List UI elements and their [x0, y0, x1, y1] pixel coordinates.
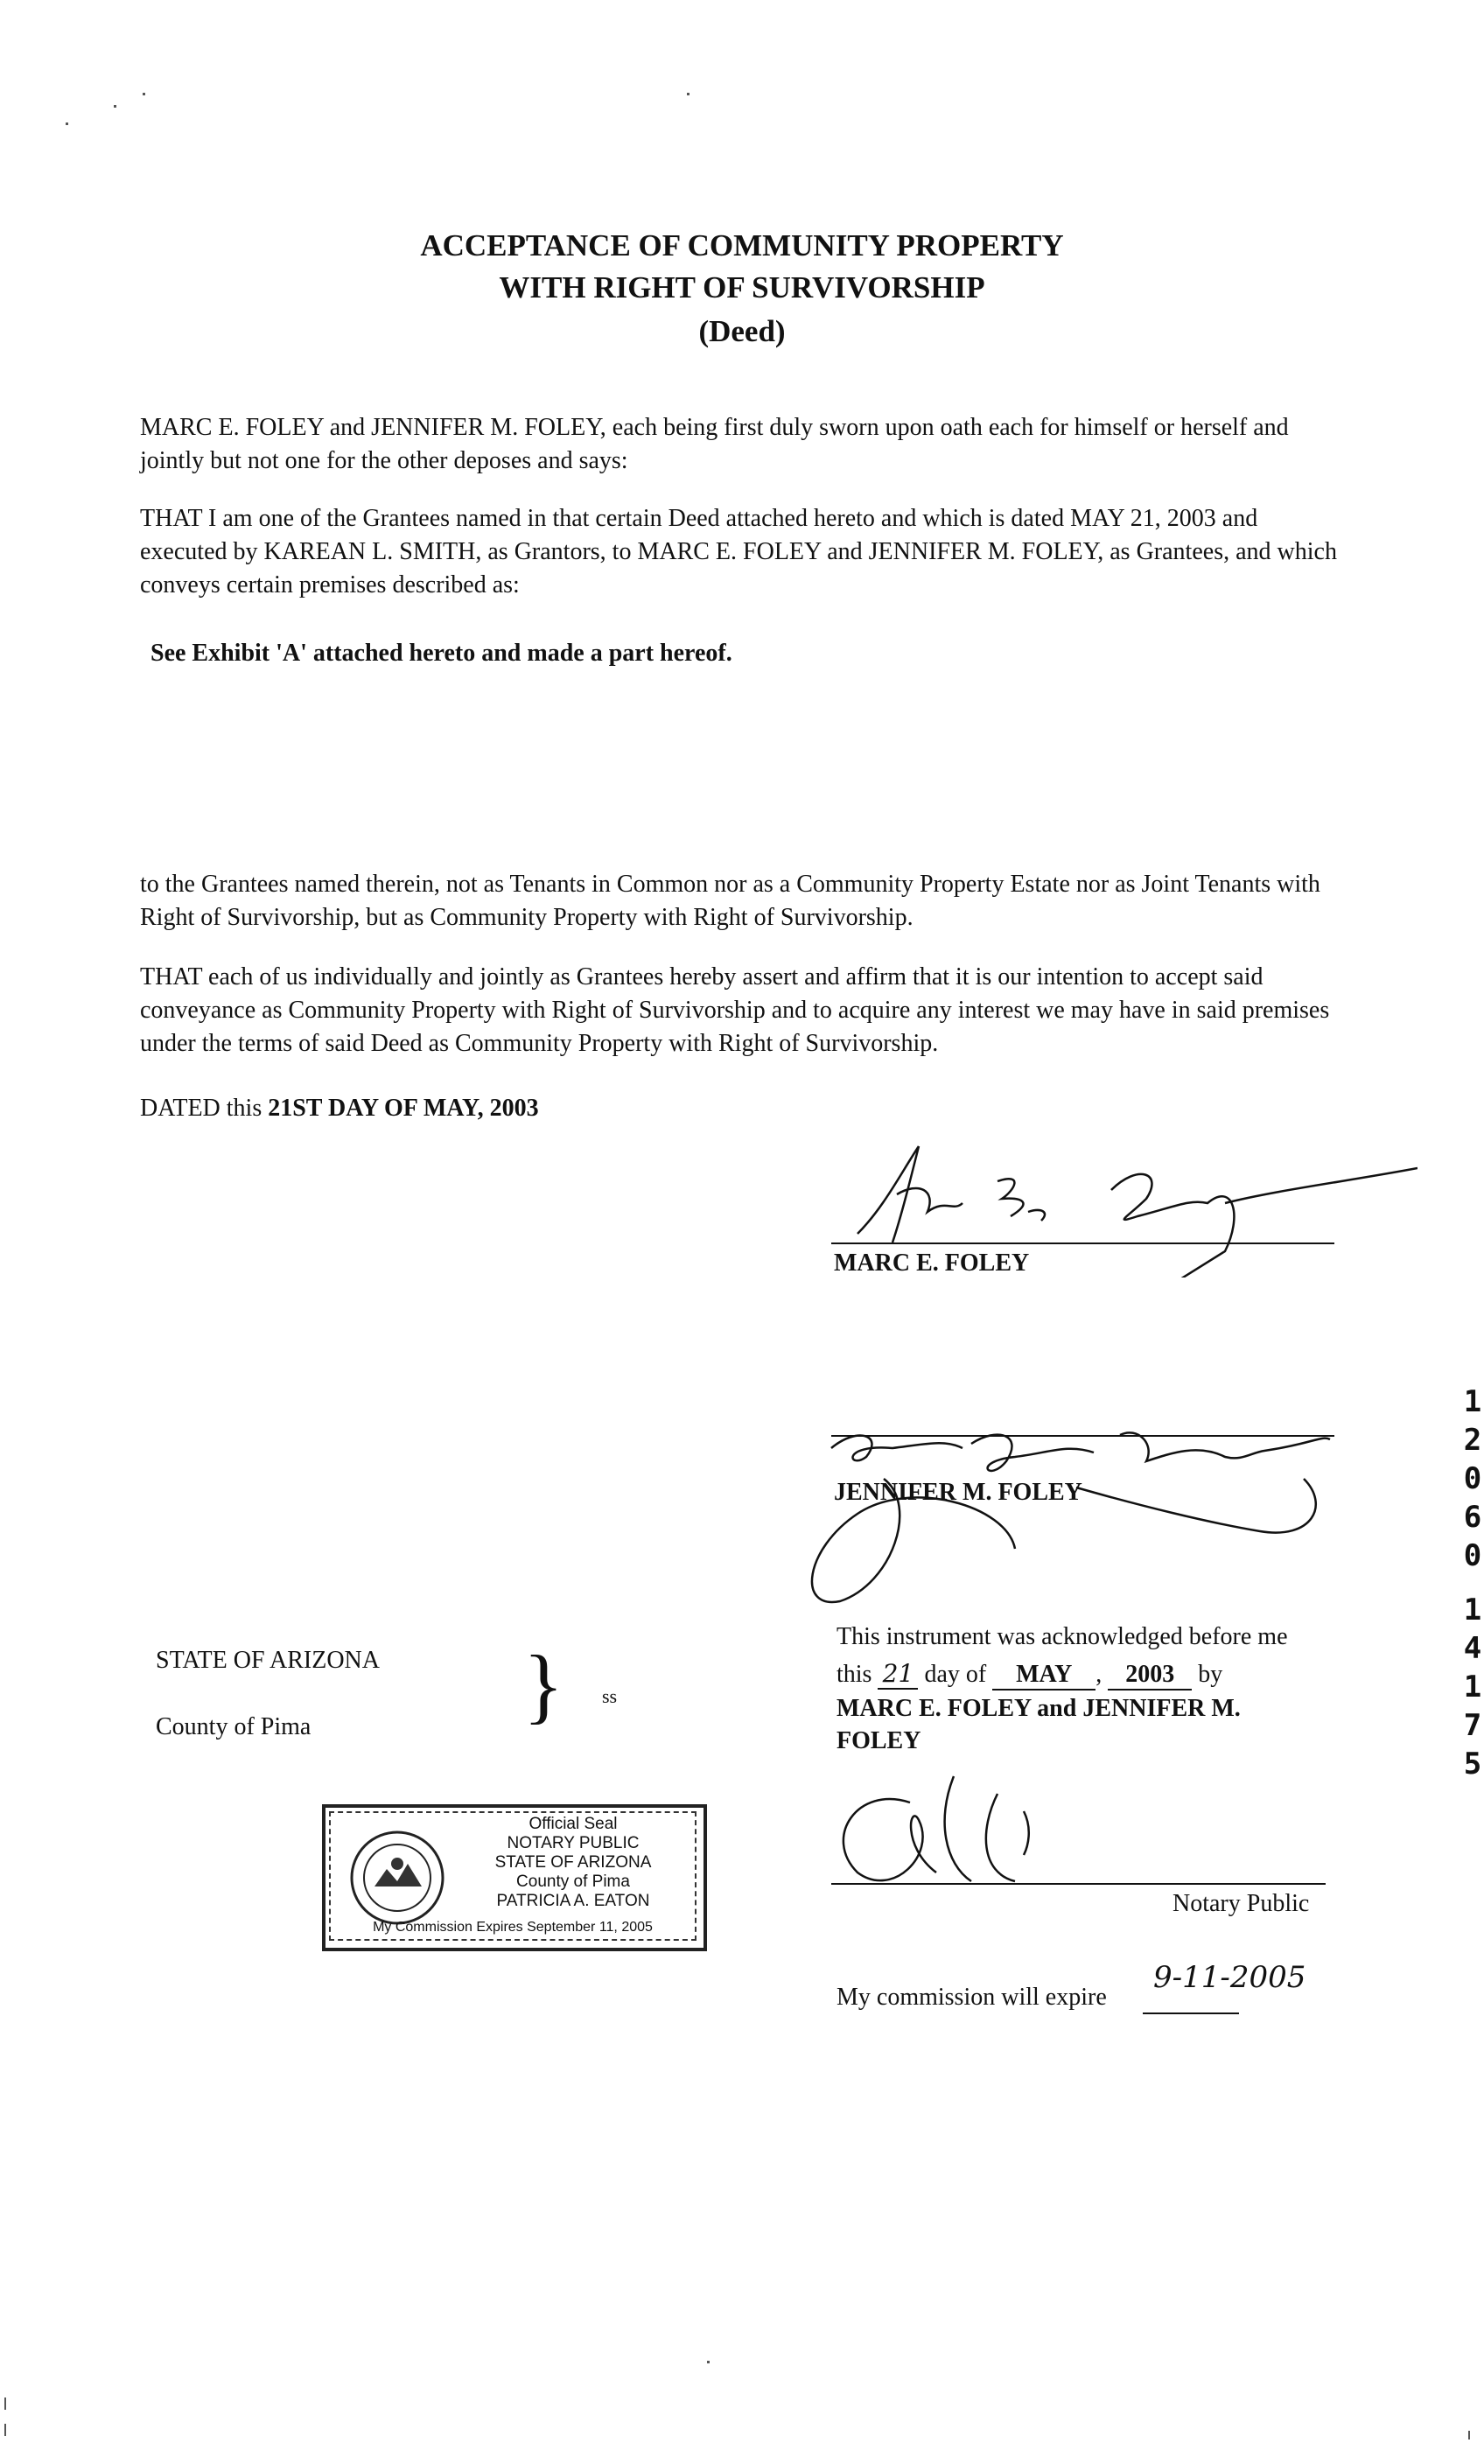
- seal-line: County of Pima: [516, 1872, 630, 1891]
- signer-name-1: MARC E. FOLEY: [834, 1250, 1030, 1277]
- scan-speck: [687, 93, 690, 95]
- ack-month: MAY: [992, 1661, 1096, 1690]
- recording-digit: 0: [1463, 1538, 1482, 1573]
- seal-line: Official Seal: [528, 1815, 618, 1833]
- dated-date: 21ST DAY OF MAY, 2003: [268, 1095, 539, 1122]
- venue-brace: }: [523, 1638, 564, 1732]
- scan-speck: [114, 105, 116, 108]
- signature-line-2: [831, 1435, 1334, 1437]
- seal-line: STATE OF ARIZONA: [494, 1853, 652, 1872]
- recording-digit: 1: [1463, 1670, 1482, 1704]
- ack-day-of: day of: [924, 1661, 987, 1688]
- recording-digit: 2: [1463, 1423, 1482, 1458]
- title-line-3: (Deed): [698, 314, 786, 348]
- recording-digit: 6: [1463, 1500, 1482, 1535]
- recording-digit: 1: [1463, 1384, 1482, 1419]
- grantees-paragraph: to the Grantees named therein, not as Tenants in Common nor as a Community Property Estate nor as Joint Tenants with Right of Survivorship, but as Community Property with Right of Survivorship.: [140, 871, 1320, 931]
- ack-by: by: [1198, 1661, 1223, 1688]
- dated-line: [140, 1092, 1348, 1125]
- notary-signature-line: [831, 1883, 1326, 1885]
- notary-seal-stamp: [322, 1804, 707, 1951]
- that-paragraph-1: THAT I am one of the Grantees named in that certain Deed attached hereto and which is dated MAY 21, 2003 and executed by KAREAN L. SMITH, as Grantors, to MARC E. FOLEY and JENNIFER M. FOLEY, as Grantees, and which conveys certain premises described as:: [140, 505, 1337, 598]
- title-line-2: WITH RIGHT OF SURVIVORSHIP: [499, 270, 985, 304]
- scan-speck: [143, 93, 145, 95]
- ack-day-handwritten: 21: [878, 1659, 918, 1690]
- dated-prefix: DATED this: [140, 1095, 269, 1122]
- seal-line: PATRICIA A. EATON: [496, 1892, 650, 1910]
- jennifer-signature: [788, 1409, 1348, 1619]
- commission-expire-label: My commission will expire: [836, 1984, 1107, 2011]
- notary-title: Notary Public: [1172, 1890, 1310, 1917]
- recording-digit: 1: [1463, 1592, 1482, 1628]
- ack-names-2: FOLEY: [836, 1727, 921, 1754]
- ack-year: 2003: [1108, 1661, 1192, 1690]
- venue-county: County of Pima: [156, 1713, 312, 1740]
- ack-line-1: This instrument was acknowledged before me: [836, 1623, 1288, 1650]
- commission-expire-handwritten: 9-11-2005: [1153, 1960, 1306, 1995]
- scan-speck: [4, 2424, 6, 2436]
- intro-paragraph: MARC E. FOLEY and JENNIFER M. FOLEY, each being first duly sworn upon oath each for himself or herself and jointly but not one for the other deposes and says:: [140, 414, 1289, 474]
- recording-digit: 0: [1463, 1461, 1482, 1496]
- that-paragraph-2: THAT each of us individually and jointly as Grantees hereby assert and affirm that it is our intention to accept said conveyance as Community Property with Right of Survivorship and to acquire any interest we may have in said premises under the terms of said Deed as Community Property with Right of Survivorship.: [140, 963, 1330, 1057]
- scan-speck: [66, 122, 68, 125]
- recording-digit: 5: [1463, 1746, 1482, 1782]
- seal-commission-line: My Commission Expires September 11, 2005: [373, 1920, 653, 1935]
- arizona-seal-emblem: [348, 1829, 446, 1927]
- venue-ss: ss: [602, 1685, 618, 1707]
- ack-names-1: MARC E. FOLEY and JENNIFER M.: [836, 1695, 1241, 1722]
- scan-speck: [4, 2398, 6, 2410]
- signer-name-2: JENNIFER M. FOLEY: [834, 1479, 1082, 1506]
- title-line-1: ACCEPTANCE OF COMMUNITY PROPERTY: [420, 228, 1064, 262]
- ack-this: this: [836, 1661, 872, 1688]
- recording-digit: 4: [1463, 1631, 1482, 1666]
- recording-number: [1460, 1382, 1484, 1783]
- seal-text-block: [446, 1815, 700, 1911]
- exhibit-reference: See Exhibit 'A' attached hereto and made a part hereof.: [150, 640, 732, 667]
- recording-digit: 7: [1463, 1708, 1482, 1743]
- scan-speck: [707, 2361, 710, 2363]
- ack-line-2: this 21 day of MAY , 2003 by: [836, 1659, 1222, 1690]
- scan-speck: [1468, 2431, 1470, 2440]
- seal-line: NOTARY PUBLIC: [507, 1834, 640, 1852]
- venue-state: STATE OF ARIZONA: [156, 1647, 380, 1674]
- commission-expire-line: [1143, 2012, 1239, 2014]
- signature-line-1: [831, 1242, 1334, 1244]
